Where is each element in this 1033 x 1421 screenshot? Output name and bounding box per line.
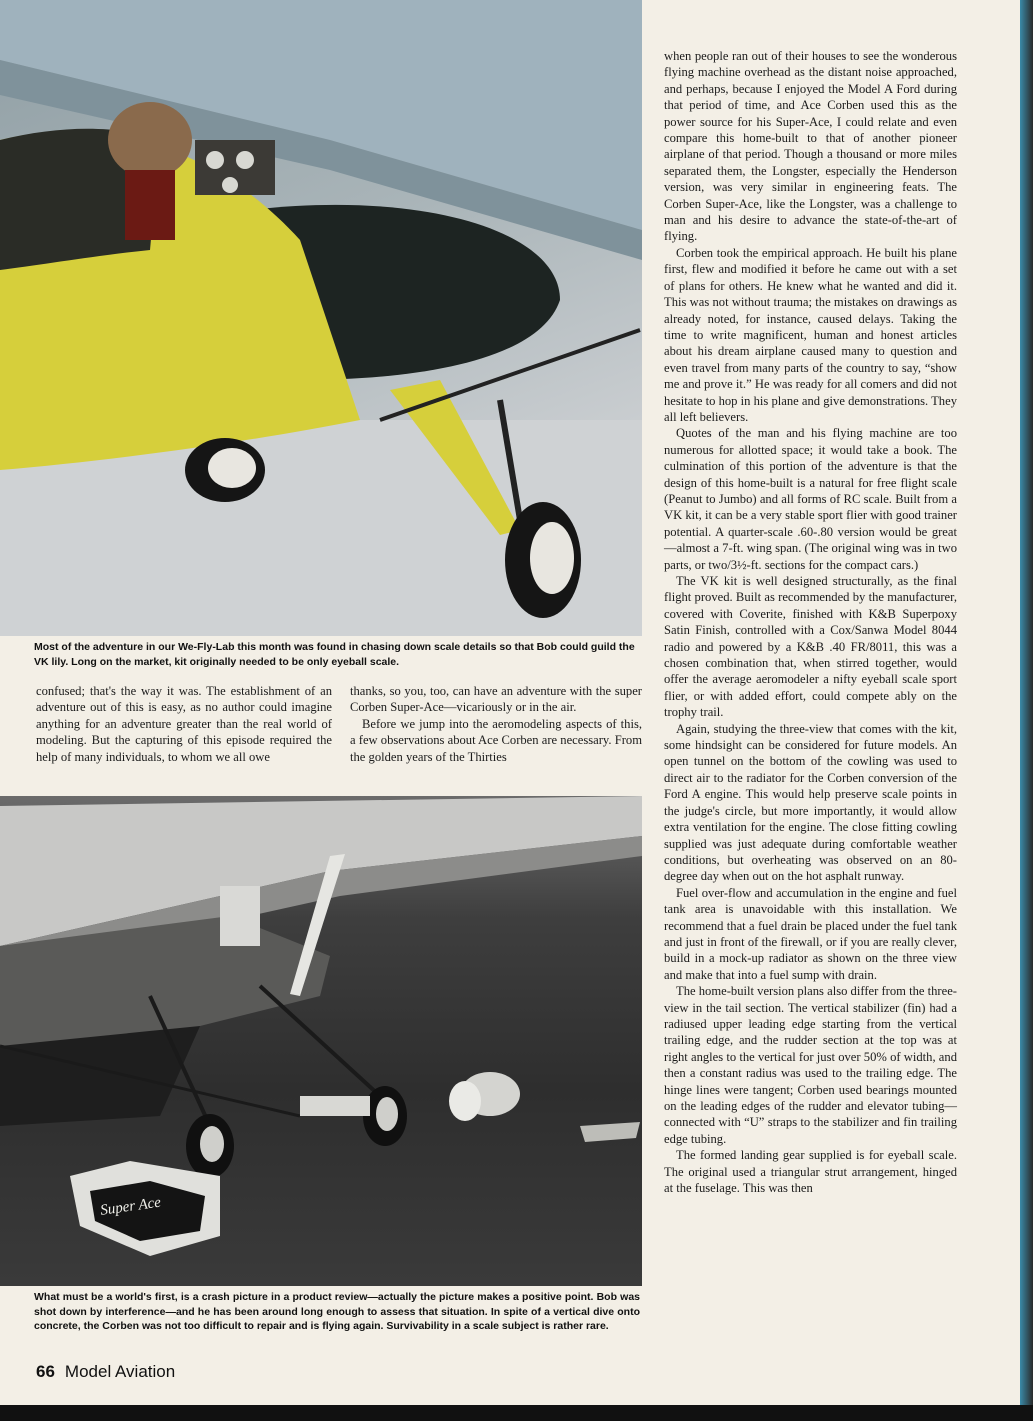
page-footer <box>36 1362 175 1382</box>
paragraph: Fuel over-flow and accumulation in the engine and fuel tank area is unavoidable with this installation. We recommend that a fuel drain be placed under the fuel tank and just in front of the firewall, or if you are really clever, build in a mock-up radiator as shown on the three view and make that into a fuel sump with drain. <box>664 885 957 982</box>
photo-crashed-model-drawing <box>0 796 642 1286</box>
paragraph: The VK kit is well designed structurally, as the final flight proved. Built as recommended by the manufacturer, covered with Coverite, finished with K&B Superpoxy Satin Finish, controlled with a Cox/Sanwa Model 8044 radio and powered by a K&B .40 FR/8011, this was a chosen combination that, when stirred together, would offer the average aeromodeler a nifty eyeball scale sport flier, or with added effort, could compete ably on the trophy trail. <box>664 574 957 720</box>
photo-yellow-model-drawing <box>0 0 642 636</box>
paragraph: when people ran out of their houses to see the wonderous flying machine overhead as the distant noise approached, and perhaps, because I enjoyed the Model A Ford during that period of time, and Ace Corben used this as the power source for his Super-Ace, I could relate and even compare this home-built to that of another pioneer airplane of that period. Though a thousand or more miles separated them, the Longster, especially the Henderson version, was very similar in engineering feats. The Corben Super-Ace, like the Longster, was a challenge to man and his desire to advance the state-of-the-art of flying. <box>664 49 957 244</box>
caption-top-photo: Most of the adventure in our We-Fly-Lab this month was found in chasing down scale details so that Bob could guild the VK lily. Long on the market, kit originally needed to be only eyeball scale. <box>34 641 635 668</box>
paragraph: confused; that's the way it was. The establishment of an adventure out of this is easy, as no author could imagine anything for an adventure greater than the real world of modeling. But the capturing of this episode required the help of many individuals, to whom we all owe <box>36 684 332 764</box>
photo-crashed-model <box>0 796 642 1286</box>
page-number: 66 <box>36 1362 55 1381</box>
paragraph: Corben took the empirical approach. He built his plane first, flew and modified it before he came out with a set of plans for others. He knew what he wanted and did it. This was not without trauma; the mistakes on drawings as already noted, for instance, caused delays. Taking the time to write magnificent, human and honest articles about his dream airplane caused many to question and even travel from many parts of the country to say, “show me and prove it.” He was ready for all comers and did not hesitate to hop in his plane and give demonstrations. They all left believers. <box>664 245 957 424</box>
paragraph: The home-built version plans also differ from the three-view in the tail section. The vertical stabilizer (fin) had a radiused upper leading edge starting from the vertical trailing edge, and the rudder section at the top was at right angles to the vertical for just over 50% of width, and then a constant radius was used to the trailing edge. The hinge lines were tangent; Corben used bearings mounted on the leading edges of the rudder and elevator tubing—connected with “U” straps to the stabilizer and fin trailing edge tubing. <box>664 984 957 1146</box>
box-label-text: Super Ace <box>99 1194 162 1219</box>
paragraph: The formed landing gear supplied is for eyeball scale. The original used a triangular strut arrangement, hinged at the fuselage. This was then <box>664 1148 957 1196</box>
text-column-right <box>664 48 957 1196</box>
photo-yellow-model <box>0 0 642 636</box>
publication-name: Model Aviation <box>64 1362 176 1381</box>
scan-bottom-edge <box>0 1405 1033 1421</box>
paragraph: Again, studying the three-view that comes with the kit, some hindsight can be considered for future models. An open tunnel on the bottom of the cowling was used to direct air to the radiator for the Corben conversion of the Ford A engine. This would help preserve scale points in the judge's circle, but more importantly, it would allow extra ventilation for the engine. The close fitting cowling supplied was just adequate during comfortable weather conditions, but overheating was observed on an 80-degree day when out on the hot asphalt runway. <box>664 721 957 884</box>
paragraph: Quotes of the man and his flying machine are too numerous for allotted space; it would take a book. The culmination of this portion of the adventure is that the design of this home-built is a natural for free flight scale (Peanut to Jumbo) and all forms of RC scale. Built from a VK kit, it can be a very stable sport flier with good trainer potential. A quarter-scale .60-.80 version would be great—almost a 7-ft. wing span. (The original wing was in two parts, or two/3½-ft. sections for the compact cars.) <box>664 426 957 572</box>
text-column-middle <box>350 683 642 765</box>
paragraph: Before we jump into the aeromodeling aspects of this, a few observations about Ace Corben are necessary. From the golden years of the Thirties <box>350 716 642 764</box>
scan-edge <box>1020 0 1033 1421</box>
paragraph: thanks, so you, too, can have an adventure with the super Corben Super-Ace—vicariously or in the air. <box>350 684 642 715</box>
caption-bottom-photo: What must be a world's first, is a crash picture in a product review—actually the picture makes a positive point. Bob was shot down by interference—and he has been around long enough to assess that situation. In spite of a vertical dive onto concrete, the Corben was not too difficult to repair and is flying again. Survivability in a scale subject is rather rare. <box>34 1291 640 1332</box>
text-column-left <box>36 683 332 765</box>
